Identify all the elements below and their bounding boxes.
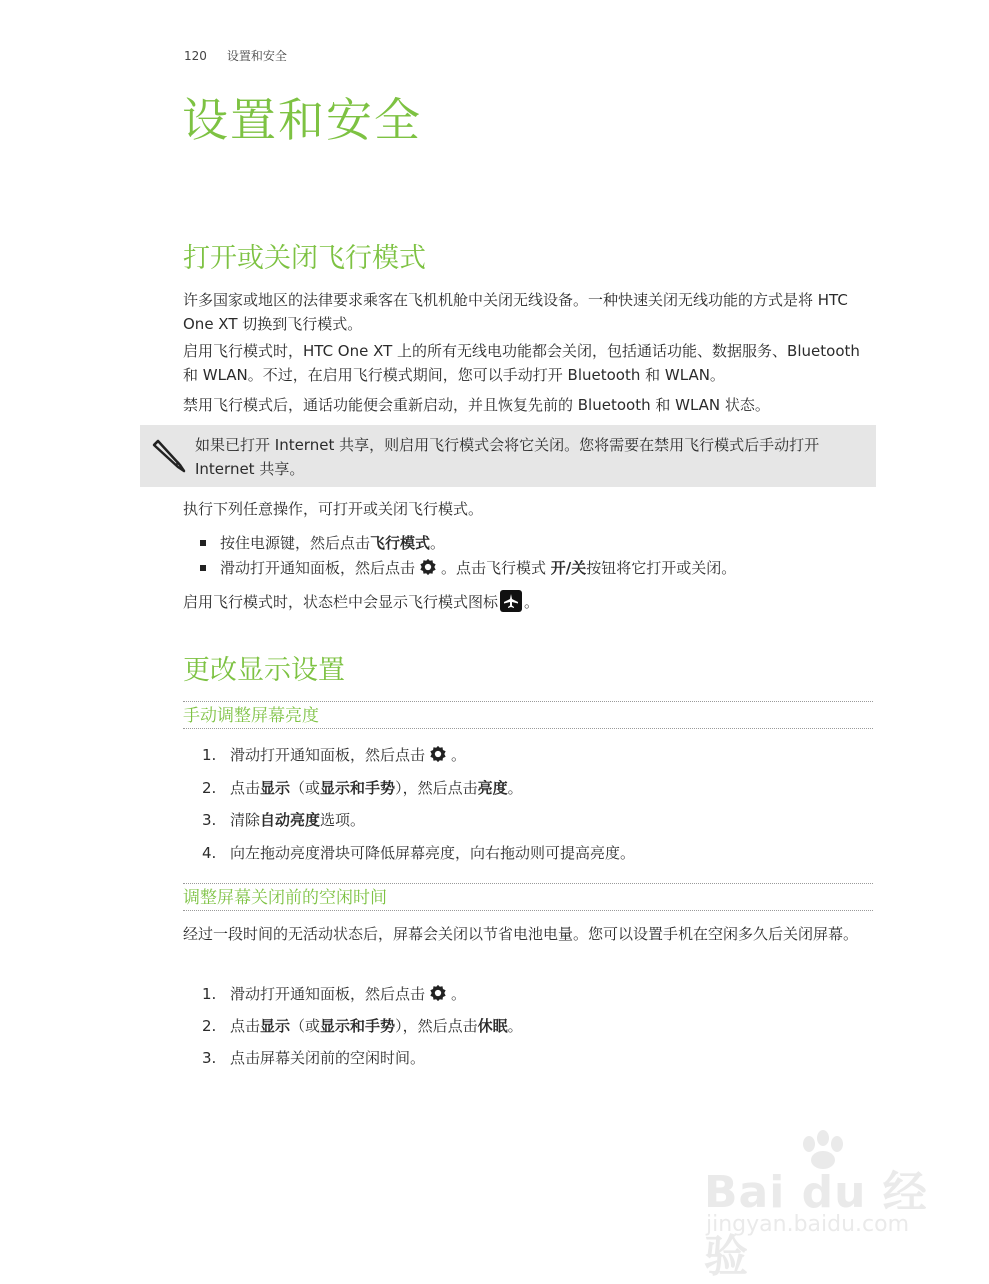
step-number: 1. [202, 985, 217, 1003]
baidu-watermark [700, 1130, 940, 1282]
step-text: 。 [507, 779, 523, 797]
step-number: 1. [202, 746, 217, 764]
step-item [202, 841, 872, 865]
gear-icon [429, 745, 447, 763]
subsection-title-sleep: 调整屏幕关闭前的空闲时间 [183, 883, 873, 911]
list-item [200, 531, 870, 555]
airplane-paragraph-3: 禁用飞行模式后，通话功能便会重新启动，并且恢复先前的 Bluetooth 和 WLAN 状态。 [183, 396, 770, 414]
section-title-airplane: 打开或关闭飞行模式 [183, 243, 426, 274]
subsection-title-brightness: 手动调整屏幕亮度 [183, 701, 873, 729]
bullet-text: 滑动打开通知面板，然后点击 [220, 559, 416, 577]
step-text: 选项。 [320, 811, 366, 829]
step-item [202, 982, 872, 1006]
airplane-intro: 执行下列任意操作，可打开或关闭飞行模式。 [183, 500, 484, 518]
section-title-display: 更改显示设置 [183, 655, 345, 686]
bullet-text: 。 [430, 534, 446, 552]
step-number: 2. [202, 779, 217, 797]
bullet-text: 。点击飞行模式 [441, 559, 551, 577]
bullet-marker [200, 565, 206, 571]
step-number: 2. [202, 1017, 217, 1035]
watermark-url: jingyan.baidu.com [706, 1212, 910, 1237]
bullet-bold-text: 飞行模式 [370, 534, 431, 552]
note-box [140, 425, 876, 487]
step-bold-text: 显示 [260, 779, 291, 797]
step-text: （或 [290, 1017, 321, 1035]
step-text: 向左拖动亮度滑块可降低屏幕亮度，向右拖动则可提高亮度。 [230, 844, 636, 862]
step-text: 。 [507, 1017, 523, 1035]
watermark-brand: Bai du 经验 [704, 1167, 928, 1282]
step-number: 3. [202, 1049, 217, 1067]
step-item [202, 776, 872, 800]
step-bold-text: 显示 [260, 1017, 291, 1035]
step-item [202, 1014, 872, 1038]
airplane-paragraph-2: 启用飞行模式时，HTC One XT 上的所有无线电功能都会关闭，包括通话功能、数据服务、Bluetooth 和 WLAN。不过，在启用飞行模式期间，您可以手动打开 Bluetooth 和 WLAN。 [183, 342, 860, 384]
step-text: 点击 [230, 1017, 261, 1035]
step-bold-text: 显示和手势 [320, 1017, 396, 1035]
running-section: 设置和安全 [226, 49, 287, 63]
bullet-text: 按钮将它打开或关闭。 [586, 559, 737, 577]
gear-icon [419, 558, 437, 576]
status-text: 启用飞行模式时，状态栏中会显示飞行模式图标 [183, 593, 499, 611]
airplane-paragraph-1: 许多国家或地区的法律要求乘客在飞机机舱中关闭无线设备。一种快速关闭无线功能的方式是将 HTC One XT 切换到飞行模式。 [183, 291, 848, 333]
step-bold-text: 显示和手势 [320, 779, 396, 797]
list-item [200, 556, 870, 580]
bullet-text: 按住电源键，然后点击 [220, 534, 371, 552]
airplane-mode-icon [500, 590, 522, 612]
gear-icon [429, 984, 447, 1002]
step-text: 滑动打开通知面板，然后点击 [230, 746, 426, 764]
step-bold-text: 亮度 [477, 779, 508, 797]
step-text: ），然后点击 [395, 779, 478, 797]
page-number: 120 [184, 49, 207, 63]
step-bold-text: 休眠 [477, 1017, 508, 1035]
sleep-intro: 经过一段时间的无活动状态后，屏幕会关闭以节省电池电量。您可以设置手机在空闲多久后关闭屏幕。 [183, 925, 859, 943]
step-text: 清除 [230, 811, 261, 829]
chapter-title: 设置和安全 [182, 93, 422, 147]
step-text: ），然后点击 [395, 1017, 478, 1035]
airplane-status-note [183, 590, 873, 614]
step-item [202, 1046, 872, 1070]
step-number: 3. [202, 811, 217, 829]
step-text: （或 [290, 779, 321, 797]
step-bold-text: 自动亮度 [260, 811, 321, 829]
step-text: 点击屏幕关闭前的空闲时间。 [230, 1049, 426, 1067]
step-text: 点击 [230, 779, 261, 797]
bullet-marker [200, 540, 206, 546]
step-item [202, 808, 872, 832]
running-header [184, 47, 307, 64]
note-text: 如果已打开 Internet 共享，则启用飞行模式会将它关闭。您将需要在禁用飞行模式后手动打开 Internet 共享。 [195, 436, 820, 478]
step-text: 。 [451, 746, 467, 764]
step-item [202, 743, 872, 767]
step-number: 4. [202, 844, 217, 862]
step-text: 。 [451, 985, 467, 1003]
status-text: 。 [524, 593, 540, 611]
pencil-icon [148, 435, 188, 475]
step-text: 滑动打开通知面板，然后点击 [230, 985, 426, 1003]
bullet-bold-text: 开/关 [550, 559, 587, 577]
